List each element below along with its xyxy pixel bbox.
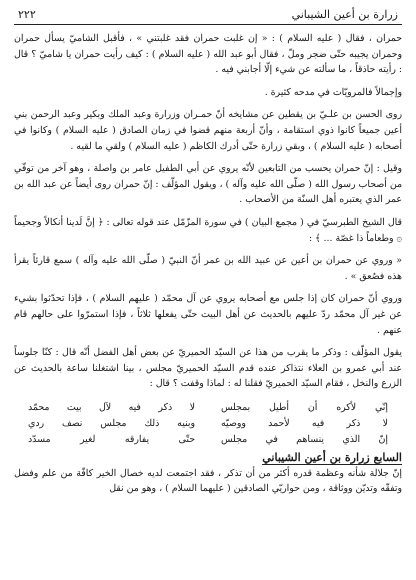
paragraph-4: وقيل : إنّ حمران يحسب من التابعين لأنّه يروي عن أبي الطفيل عامر بن واصلة ، وهو آخر من توفّي من أصحاب رسول الله ( صلّى الله عليه وآله ) ، ويقول المؤلّف : إنّ حمران روى أيضاً عن عبد الله بن عمر الذي يعتبره أهل السنّة من الأصحاب . [14, 163, 402, 206]
poem-hemistich: إنّ الذي ينساهم في مجلس [221, 433, 388, 445]
section-heading [14, 451, 402, 464]
page-number: ٢٢٢ [18, 8, 36, 21]
paragraph-7: وروي أنّ حمران كان إذا جلس مع أصحابه يروي عن آل محمّد ( عليهم السلام ) ، فإذا تحدّثوا بشيء عن غير آل محمّد ردّ عليهم بالحديث عن أهل البيت حتّى يفعلها ثلاثاً ، فإذا استمرّوا على حالهم قام عنهم . [14, 293, 402, 336]
running-header [14, 8, 402, 25]
paragraph-8: يقول المؤلّف : وذكر ما يقرب من هذا عن السيّد الحميريّ عن بعض أهل الفضل أنّه قال : كنّا جلوساً عند أبي عمرو بن العلاء نتذاكر عنده قدم السيّد الحميريّ مجلس ، بينا اشتغلنا ساعة بالحديث عن الزرع والنخل ، فقام السيّد الحميريّ فقلنا له : لماذا وقفت ؟ قال : [14, 347, 402, 390]
paragraph-3: روى الحسن بن علـيّ بن يقطين عن مشايخه أنّ حمـران وزرارة وعبد الملك وبكير وعبد الرحمن بني أعين جميعاً كانوا ذوي استقامة ، وأنّ أربعة منهم قضوا في زمان الصادق ( عليه السلام ) وكانوا في أصحابه ( عليه السلام ) ، وبقي زرارة حتّى أدرك الكاظم ( عليه السلام ) ولقي ما لقيه . [14, 109, 402, 152]
poem-hemistich: حتّى يفارقه لغير مسدّد [28, 433, 195, 445]
poem-verses [14, 401, 402, 447]
poem-hemistich: لا ذكر فيه لأحمد ووصيّه [221, 417, 388, 429]
paragraph-1: حمران ، فقال ( عليه السلام ) : « إن غلبت حمران فقد غلبتني » ، فأقبل الشاميّ يسأل حمران وحمران يجيبه حتّى ضجر وملّ ، فقال أبو عبد الله ( عليه السلام ) : كيف رأيت حمران يا شاميّ ؟ قال : رأيته حاذقاً ، ما سألته عن شيء إلّا أجابني فيه . [14, 33, 402, 76]
paragraph-6: « وروي عن حمران بن أعين عن عبيد الله بن عمر أنّ النبيّ ( صلّى الله عليه وآله ) سمع قارئاً يقرأ هذه فصُعق » . [14, 255, 402, 282]
paragraph-5: قال الشيخ الطبرسيّ في ( مجمع البيان ) في سورة المزّمّل عند قوله تعالى : ﴿ إنَّ لَدينا أنكالاً وجحيماً ۞ وطعاماً ذا غصّة ... ﴾ : [14, 216, 402, 244]
running-title: زرارة بن أعين الشيباني [291, 8, 398, 21]
page-body [14, 25, 402, 497]
closing-paragraph: إنّ جلالة شأنه وعظمة قدره أكثر من أن تذكر ، فقد اجتمعت لديه خصال الخير كافّة من علم وفضل وتفقّه وتديّن ووثاقة ، ومن حواريّي الصادقين ( عليهما السلام ) ، وهو من نقل [14, 467, 402, 495]
poem-hemistich: لا ذكر فيه لآل بيت محمّد [28, 401, 195, 413]
poem-hemistich: وبنيه ذلك مجلس نصف ردي [28, 417, 195, 429]
section-heading-text: السابع زرارة بن أعين الشيباني [262, 450, 402, 464]
paragraph-2: وإجمالاً فالمرويّات في مدحه كثيرة . [264, 86, 402, 98]
poem-hemistich: إنّي لأكره أن أطيل بمجلس [221, 401, 388, 413]
